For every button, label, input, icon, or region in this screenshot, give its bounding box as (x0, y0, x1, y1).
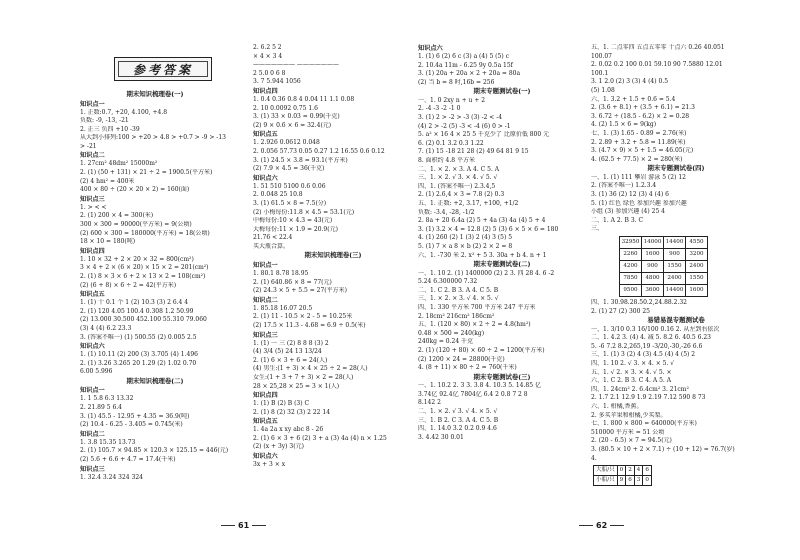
answer-line: 六、1. 柑橘,香蕉。 (591, 403, 643, 410)
answer-line: (2) 当 b = 8 时,16b = 256 (418, 78, 495, 86)
answer-line: 3x + 3 × x (253, 461, 286, 469)
answer-line: 2. (1) (50 + 131) × 21 ÷ 2 = 1900.5(平方米) (80, 169, 213, 177)
answer-line: 0.48 × 500 = 240(kg) (418, 329, 485, 337)
table-cell: 3600 (642, 284, 664, 296)
answer-line: 3. (1) 36 (2) 12 (3) 4 (4) 6 (591, 191, 669, 198)
answer-line: 2. 18cm² 216cm² 186cm² (418, 312, 495, 320)
answer-line: 3. (1) 45.5 - 12.95 + 4.35 = 36.9(吨) (80, 412, 190, 420)
answer-line: 3. 1 2.0 (2) 3 (3) 4 (4) 0.5 (591, 78, 669, 86)
column-4-mid (591, 299, 761, 463)
answer-line: 2. 21.89 5 6.4 (80, 404, 122, 412)
answer-line: 二、1. × 2. × 3. A 4. C 5. A (418, 165, 500, 173)
answer-line: 2. 10.4a 11m - 6.25 9y 0.5a 15f (418, 61, 513, 69)
answer-line: 6. (2) 0.1 3.2 0.3 1.22 (418, 139, 484, 147)
table-cell: 2260 (620, 248, 642, 260)
section-heading: 知识点二 (80, 152, 105, 160)
answer-line: 一、1. 0 2xy n + u + 2 (418, 96, 486, 104)
answer-line: 5. a² × 16 4 × 25 5 千克少了 比原价低 800 元 (418, 131, 550, 139)
answer-line: 一、1. 10 2. (1) 1400000 (2) 2 3. 四 28 4. 6 -2 (418, 269, 555, 277)
table-cell: 4550 (686, 236, 708, 248)
section-heading: 知识点六 (253, 453, 278, 461)
section-heading: 知识点五 (253, 131, 278, 139)
answer-line: 2. 6.2 5 2 (253, 44, 282, 51)
answer-line: 六、1. 3.2 + 1.5 + 0.6 = 5.4 (591, 95, 676, 103)
answer-line: 3. (1) 3.2 × 4 = 12.8 (2) 5 (3) 6 × 5 × 6 = 180 (418, 225, 559, 233)
table-cell: 9500 (620, 284, 642, 296)
answer-line: 4. (62.5 + 77.5) × 2 = 280(米) (591, 155, 683, 163)
answer-line: 3. (1) 33 × 0.03 = 0.99(千克) (253, 113, 340, 121)
answer-line: 2. 多买苹果和柑橘,少买梨。 (591, 411, 667, 419)
answer-line: 1. 10 × 32 + 2 × 20 × 32 = 800(cm²) (80, 255, 194, 263)
answer-line: 五、1. (120 × 80) × 2 ÷ 2 = 4.8(hm²) (418, 321, 531, 329)
section-heading: 知识点六 (80, 343, 105, 351)
answer-line: 3. (1) 24.5 × 3.8 = 93.1(平方米) (253, 156, 348, 164)
answer-line: 3. (1) 61.5 × 8 = 7.5(分) (253, 199, 327, 207)
table-cell: 1600 (642, 248, 664, 260)
answer-line: 4. (8 + 11) × 80 ÷ 2 = 760(千米) (418, 364, 517, 372)
answer-line: 五、1. √ 2. × 3. × 4. √ 5. × (591, 368, 672, 376)
answer-line: 1. 0.4 0.36 0.8 4 0.04 11 1.1 0.08 (253, 95, 355, 103)
answer-line: 一、1. 10.2 2. 3 3. 3.8 4. 10.3 5. 14.85 亿 (418, 382, 541, 390)
table-cell: 14400 (664, 236, 686, 248)
answer-line: 1. 2.926 0.0612 0.048 (253, 139, 320, 147)
answer-line: 2. 0.048 25 10.8 (253, 191, 303, 199)
answer-line: 四、1. (答案不唯一) 2.3.4,5 (418, 182, 496, 190)
answer-line: 三、1. (1) 3 (2) 4 (3) 4.5 (4) 4 (5) 2 (591, 351, 696, 359)
answer-line: 二、1. × 2. √ 3. √ 4. × 5. √ (418, 408, 498, 416)
answer-line: 7. (1) 15 -18 21 28 (2) 49 64 81 9 15 (418, 148, 529, 156)
answer-line: 3. 7 5.944 1056 (253, 78, 301, 86)
answer-line: 1. > < < (80, 203, 107, 211)
answer-line: 2. 1.7 2.1 12.9 1.9 2.19 7.12 590 8 73 (591, 394, 706, 402)
answer-line: > -21 (80, 142, 97, 150)
answer-line: 2. 0.02 0.2 100 0.01 59.10 90 7.5880 12.01 (591, 61, 723, 69)
answer-line: 3. (80.5 × 10 + 2 × 7.1) ÷ (10 + 12) = 76.7(岁) (591, 445, 735, 453)
answer-line: 2. (1) 11 - 10.5 × 2 - 5 = 10.25米 (253, 313, 353, 321)
answer-line: (2) 4 hm² = 400米 (80, 177, 135, 185)
table-cell: 1600 (686, 284, 708, 296)
column-4 (591, 44, 761, 488)
answer-line: 1. (1) 6 (2) 6 c (3) a (4) 5 (5) c (418, 53, 509, 60)
answer-line: 中梅每份:10 × 4.3 = 43(元) (253, 217, 333, 225)
answer-line: (2) 17.5 × 11.3 - 4.68 = 6.9 ÷ 0.5(米) (253, 321, 366, 329)
section-heading: 知识点四 (253, 87, 278, 95)
section-heading: 知识点一 (80, 387, 105, 395)
section-heading: 知识点四 (80, 247, 105, 255)
answer-line: 1. 正数:0.7, +20, 4.100, +4.8 (80, 108, 168, 116)
answer-line: 一、1. 3/10 0.3 16/100 0.16 2. 从左到右依次 (591, 325, 720, 333)
answer-line: 2 5.0 0 6 8 (253, 69, 286, 77)
answer-line: 3. 4.42 30 0.01 (418, 433, 464, 441)
answer-line: 2. (1) 6 × 3 + 6 (2) 3 + a (3) 4a (4) n × 1.25 (253, 434, 387, 442)
answer-line: 3. (答案不唯一) (1) 500.55 (2) 0.005 2.5 (80, 333, 197, 341)
answer-line: 四、1. 10 2. √ 3. × 4. × 5. √ (591, 360, 675, 368)
answer-line: 21.76 < 22.4 (253, 234, 293, 242)
answer-line: 2. 10 0.0092 0.75 1.6 (253, 104, 318, 112)
section-heading: 知识点五 (253, 418, 278, 426)
answer-line: 2. (3.6 + 8.1) + (3.5 + 6.1) = 21.3 (591, 104, 695, 112)
page-number-right-text: 62 (596, 521, 608, 530)
table-cell: 1550 (664, 260, 686, 272)
answer-line: 5. (1) 红色 绿色 参加兴趣 参加兴趣 (591, 199, 687, 207)
answer-line: 2. (1) 640.86 × 8 = 77(元) (253, 278, 332, 286)
table-cell: 3200 (686, 248, 708, 260)
answer-key-banner (114, 57, 212, 81)
table-cell: 3 (634, 476, 643, 486)
page-number-right (576, 521, 627, 530)
answer-line: (2) 7.9 × 4.5 = 36(千克) (253, 165, 325, 173)
answer-line: 3. (4.7 × 9) × 5 + 1.5 = 46.05(元) (591, 147, 694, 155)
answer-line: 1. (1) 一 三 (2) 8 8 8 (3) 2 (253, 339, 329, 347)
answer-line: 1. (1) 十 0.1 个 1 (2) 10.3 (3) 2 6.4 4 (80, 299, 189, 307)
table-row (594, 466, 652, 476)
answer-line: 2. (20 - 6.5) × 7 = 94.5(元) (591, 437, 672, 445)
answer-line: (2) 5.6 + 6.6 + 4.7 = 17.4(千米) (80, 456, 176, 463)
answer-line: 1. 51 510 5100 0.6 0.06 (253, 182, 326, 190)
answer-line: 3. 6.72 ÷ (18.5 - 6.2) × 2 = 0.28 (591, 112, 690, 120)
answer-line: (2) 小梅每份:11.8 × 4.5 = 53.1(元) (253, 208, 355, 216)
answer-line: 六、1. -730 米 2. x² + 5 3. 30a + b 4. n + 1 (418, 251, 547, 259)
answer-line: 510000 平方米 = 51 公顷 (591, 428, 665, 436)
answer-line: 8.142 2 (418, 399, 441, 407)
answer-line: 1. (1) 10.11 (2) 200 (3) 3.705 (4) 1.496 (80, 351, 198, 359)
answer-line: 二、1. C 2. B 3. A 4. C 5. B (418, 286, 499, 294)
table-cell: 9 (617, 476, 626, 486)
section-heading: 知识点一 (253, 261, 278, 269)
answer-line: 18 × 10 = 180(吨) (80, 238, 136, 246)
table-cell: 14000 (642, 236, 664, 248)
table-cell: 大船/只 (594, 466, 618, 476)
table-row (620, 248, 708, 260)
chapter-title: 期末专题测试卷(二) (473, 260, 531, 269)
answer-line: 4. (2) 1.5 × 6 = 9(kg) (591, 121, 657, 129)
answer-line: 买大瓶合算。 (253, 242, 290, 250)
answer-line: 七、1. (3) 1.65 - 0.89 = 2.76(米) (591, 129, 687, 137)
answer-line: 二、1. 4.2 3. (4) 4. 减 5. 8.2 6. 40.5 6.23 (591, 334, 711, 342)
column-1 (80, 90, 230, 482)
table-cell: 32950 (620, 236, 642, 248)
chapter-title: 期末专题测试卷(一) (473, 87, 531, 96)
answer-line: 小组 (3) 参加兴趣 (4) 25 4 (591, 208, 665, 216)
chapter-title: 期末专题测试卷(三) (473, 372, 531, 381)
answer-line: 七、1. 800 × 800 = 640000(平方米) (591, 420, 697, 428)
chapter-title: 期末知识梳理卷(一) (126, 90, 184, 98)
answer-line: 二、1. A 2. B 3. C (591, 216, 644, 224)
answer-line: 三、1. × 2. × 3. √ 4. × 5. √ (418, 295, 499, 303)
column-3 (418, 44, 586, 442)
table-cell: 1550 (686, 272, 708, 284)
banner-title: 参考答案 (132, 63, 193, 77)
answer-line: 2. 正三 负四 +10 -39 (80, 125, 140, 133)
answer-line: 3. (1) 20a + 20a × 2 + 20a = 80a (418, 70, 521, 78)
table-cell: 7850 (620, 272, 642, 284)
answer-line: 28 × 25,28 × 25 = 3 × 1(人) (253, 382, 340, 390)
answer-line: 2. (1) 27 (2) 300 25 (591, 307, 650, 315)
answer-line: 400 × 80 ÷ (20 × 20 × 2) = 160(面) (80, 186, 190, 194)
table-cell: 6 (643, 466, 652, 476)
answer-line: 负数: -9, -13, -21 (80, 117, 129, 125)
answer-line: 1. 27cm² 48dm² 15000m² (80, 160, 158, 168)
answer-line: (4) 3/4 (5) 24 13 13/24 (253, 348, 322, 356)
answer-line: 五、1. 二点零四 五点五零零 十点六 0.26 40.051 (591, 44, 725, 51)
boat-table (593, 465, 652, 486)
table-cell: 2400 (686, 260, 708, 272)
answer-line: 1. 4a 2a x xy abc 8 - 26 (253, 426, 324, 434)
answer-line: (2) 9 × 0.6 × 6 = 32.4(元) (253, 121, 332, 129)
chapter-title: 期末知识梳理卷(三) (304, 251, 362, 260)
answer-line: (4) 男生:(1 + 3) × 4 × 25 ÷ 2 = 28(人) (253, 365, 368, 373)
answer-line: (2) 13.000 30.500 452.100 55.310 79.060 (80, 316, 207, 324)
answer-line: 2. 8a + 20 6.4a (2) 5 + 4a (3) 4a (4) 5 + 4 (418, 217, 546, 225)
table-row (620, 272, 708, 284)
answer-line: 负数: -3.4, -28, -1/2 (418, 208, 475, 216)
answer-line: 6.00 5.996 (80, 368, 113, 376)
table-cell: 4200 (620, 260, 642, 272)
answer-line: 2. (答案不唯一) 1.2.3.4 (591, 182, 657, 190)
answer-line: 六、1. C 2. B 3. C 4. A 5. A (591, 377, 672, 385)
table-cell: 小船/只 (594, 476, 618, 486)
answer-line: 三、 (591, 225, 604, 233)
column-2 (253, 44, 413, 470)
answer-line: ——————— ——————— (253, 61, 339, 69)
answer-line: 3. (1) 2 > -2 > -3 (3) -2 < -4 (418, 114, 503, 122)
answer-line: 1. 3.8 15.35 13.73 (80, 438, 136, 446)
answer-line: 大梅每份:11 × 1.9 = 20.9(元) (253, 225, 338, 233)
table-cell: 0 (617, 466, 626, 476)
answer-line: 300 × 300 = 90000(平方米) = 9(公顷) (80, 221, 192, 229)
answer-line: 1. 85.18 16.07 20.5 (253, 304, 313, 312)
section-heading: 知识点二 (80, 430, 105, 438)
chapter-title: 期末专题测试卷(四) (647, 164, 705, 173)
answer-line: (5) 1.08 (591, 86, 615, 94)
table-row (620, 284, 708, 296)
answer-line: 5. -6 7.2 8.2,265,19 -3/20,-30,-26 6.6 (591, 342, 703, 350)
answer-line: 100.07 (591, 52, 612, 60)
section-heading: 知识点三 (80, 195, 105, 203)
section-heading: 知识点六 (253, 174, 278, 182)
answer-line: (2) 10.4 - 6.25 - 3.405 = 0.745(米) (80, 421, 183, 429)
section-heading: 知识点二 (253, 296, 278, 304)
answer-line: 2. (1) 8 (2) 32 (3) 2 22 14 (253, 408, 331, 416)
answer-line: 2. -4 -3 -2 -1 0 (418, 105, 461, 113)
answer-line: 2. (1) 8 × 3 × 6 + 2 × 13 × 2 = 108(cm²) (80, 273, 206, 280)
table-cell: 900 (642, 260, 664, 272)
answer-line: 三、1. B 2. C 3. A 4. C 5. B (418, 416, 499, 424)
answer-line: 从大到小排列:100 > +20 > 4.8 > +0.7 > -9 > -13 (80, 134, 226, 142)
table-cell: 14400 (664, 284, 686, 296)
table-cell: 2400 (664, 272, 686, 284)
answer-line: 1. 1 5.8 6.3 13.32 (80, 395, 134, 403)
answer-line: 1. 32.4 3.24 324 324 (80, 473, 143, 481)
page-number-left (218, 521, 269, 530)
answer-line: 1. 80.1 8.78 18.95 (253, 269, 309, 277)
answer-line: (2) (x + 3y) 3(元) (253, 443, 304, 451)
answer-line: 8. 面积约 4.8 平方米 (418, 157, 475, 165)
section-heading: 知识点五 (80, 291, 105, 299)
section-heading: 知识点三 (80, 465, 105, 473)
answer-line: 4. (1) 260 (2) 1 (3) 2 (4) 3 (5) 5 (418, 234, 513, 242)
answer-line: 2. (1) 200 × 4 = 300(米) (80, 212, 154, 220)
answer-line: × 4 × 3 4 (253, 52, 283, 60)
column-4-top (591, 44, 761, 234)
table-cell: 2 (626, 466, 635, 476)
answer-grid-table (619, 236, 708, 297)
answer-line: (2) 1200 × 24 = 28800(千克) (418, 355, 505, 363)
answer-line: 2. 2.89 + 3.2 + 5.8 = 11.89(米) (591, 138, 686, 146)
answer-line: 2. (1) 2.6,4 × 3 = 7.8 (2) 0.3 (418, 191, 505, 199)
page-number-left-text: 61 (238, 521, 250, 530)
table-row (620, 260, 708, 272)
table-cell: 6 (626, 476, 635, 486)
answer-line: 2. (1) 6 × 3 + 6 = 24(人) (253, 356, 328, 364)
table-cell: 4800 (642, 272, 664, 284)
answer-line: (2) (6 + 8) × 6 ÷ 2 = 42(平方米) (80, 281, 177, 289)
answer-line: 四、1. 24cm² 2. 6.4cm² 3. 21cm² (591, 385, 689, 393)
table-cell: 4 (634, 466, 643, 476)
answer-line: 100.1 (591, 69, 609, 77)
section-heading: 知识点三 (253, 331, 278, 339)
answer-line: 女生:(1 + 3 + 7 + 3) × 2 = 28(人) (253, 373, 354, 381)
answer-line: 四、1. 30.98.28.50.2,24.88.2.32 (591, 298, 687, 306)
answer-line: (2) 600 × 300 = 180000(平方米) = 18(公顷) (80, 229, 210, 237)
table-row (594, 476, 652, 486)
answer-line: 3.74亿 92.4亿 7804亿 6.4 2 0.8 7 2 8 (418, 390, 528, 398)
answer-line: 2. 0.056 57.73 0.05 0.27 1.2 16.55 0.6 0.12 (253, 147, 385, 155)
answer-line: 240kg = 0.24 千克 (418, 338, 474, 346)
answer-line: 5.24 6.300000 7.32 (418, 278, 478, 286)
section-heading: 知识点四 (253, 392, 278, 400)
chapter-title: 易错易混专题测试卷 (647, 316, 705, 325)
answer-line: 2. (1) (120 + 80) × 60 ÷ 2 = 1200(平方米) (418, 347, 545, 354)
answer-line: 4. (591, 454, 597, 462)
answer-line: 五、1. 正数: +2, 3.17, +100, +1/2 (418, 200, 519, 207)
answer-line: 3 × 4 + 2 × (6 × 20) × 15 × 2 = 201(cm²) (80, 264, 209, 272)
answer-line: (3) 4 (4) 6.2 23.3 (80, 324, 132, 332)
table-cell: 0 (643, 476, 652, 486)
answer-line: 2. (1) 105.7 × 94.85 × 120.3 × 125.15 = 446(元) (80, 447, 229, 455)
answer-line: (2) 24.3 × 5 + 5.5 = 27(平方米) (253, 287, 347, 295)
section-heading: 知识点一 (80, 100, 105, 108)
answer-line: 5. (1) 7 × a 8 × b (2) 2 × 2 = 8 (418, 242, 513, 250)
section-heading: 知识点六 (418, 45, 443, 52)
table-cell: 900 (664, 248, 686, 260)
chapter-title: 期末知识梳理卷(二) (126, 376, 184, 385)
answer-line: 三、1. × 2. √ 3. × 4. √ 5. √ (418, 174, 498, 182)
table-row (620, 236, 708, 248)
answer-line: 2. (1) 3.26 3.265 20 1.29 (2) 1.02 0.70 (80, 359, 197, 367)
answer-line: (4) 2 > -2 (5) -3 < -4 (6) 0 > -1 (418, 122, 511, 130)
answer-line: 1. (1) B (2) B (3) C (253, 400, 310, 408)
answer-line: 一、1. (1) 111 攀岩 游泳 5 (2) 12 (591, 173, 686, 181)
answer-line: 四、1. 330 平方米 700 平方米 247 平方米 (418, 304, 536, 312)
answer-line: 2. (1) 120 4.05 100.4 0.308 1.2 50.99 (80, 307, 194, 315)
answer-line: 四、1. 14.0 3.2 0.2 0.9 4.6 (418, 425, 497, 433)
